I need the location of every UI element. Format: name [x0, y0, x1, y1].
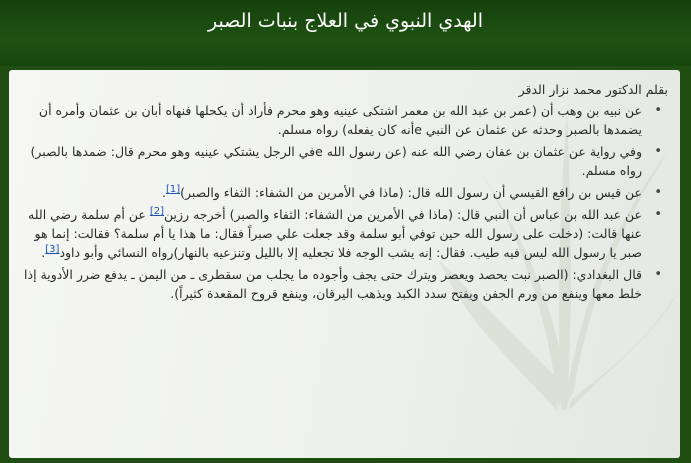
list-item: • عن عبد الله بن عباس أن النبي قال: (ماذا في الأمرين من الشفاء: الثفاء والصبر) أخرجه رزين[2] عن أم سلمة رضي الله عنها قالت: (دخلت على رسول الله حين توفي أبو سلمة وقد جعلت علي صبراً فقال: ما هذا يا أم سلمة؟ فقالت: إنما هو صبر يا رسول الله ليس فيه طيب. فقال: إنه يشب الوجه فلا تجعليه إلا بالليل وتنزعيه بالنهار)رواه النسائي وأبو داود[3].	[21, 205, 642, 262]
list-item: • وفي رواية عن عثمان بن عفان رضي الله عنه (عن رسول الله eفي الرجل يشتكي عينيه وهو محرم قال: ضمدها بالصبر) رواه مسلم.	[21, 142, 642, 180]
list-item: • قال البغدادي: (الصبر نبت يحصد ويعصر ويترك حتى يجف وأجوده ما يجلب من سقطرى ـ من اليمن ـ يدفع ضرر الأدوية إذا خلط معها وينفع من ورم الجفن ويفتح سدد الكبد ويذهب اليرقان، وينفع قروح المقعدة كثيراً).	[21, 265, 642, 303]
header-bar	[0, 0, 691, 66]
author-line: بقلم الدكتور محمد نزار الدقر	[518, 82, 668, 97]
list-item: • عن قيس بن رافع القيسي أن رسول الله قال: (ماذا في الأمرين من الشفاء: الثفاء والصبر)[1].	[21, 183, 642, 202]
footnote-link[interactable]: [3]	[45, 243, 60, 255]
hadith-list	[21, 101, 668, 303]
article-panel	[9, 70, 680, 458]
page-title: الهدي النبوي في العلاج بنبات الصبر	[207, 10, 484, 32]
list-item: • عن نبيه بن وهب أن (عمر بن عبد الله بن معمر اشتكى عينيه وهو محرم فأراد أن يكحلها فنهاه أبان بن عثمان وأمره أن يضمدها بالصبر وحدثه عن عثمان عن النبي eأنه كان يفعله) رواه مسلم.	[21, 101, 642, 139]
article-content	[21, 80, 668, 306]
footnote-link[interactable]: [2]	[149, 205, 165, 217]
footnote-link[interactable]: [1]	[165, 183, 181, 195]
